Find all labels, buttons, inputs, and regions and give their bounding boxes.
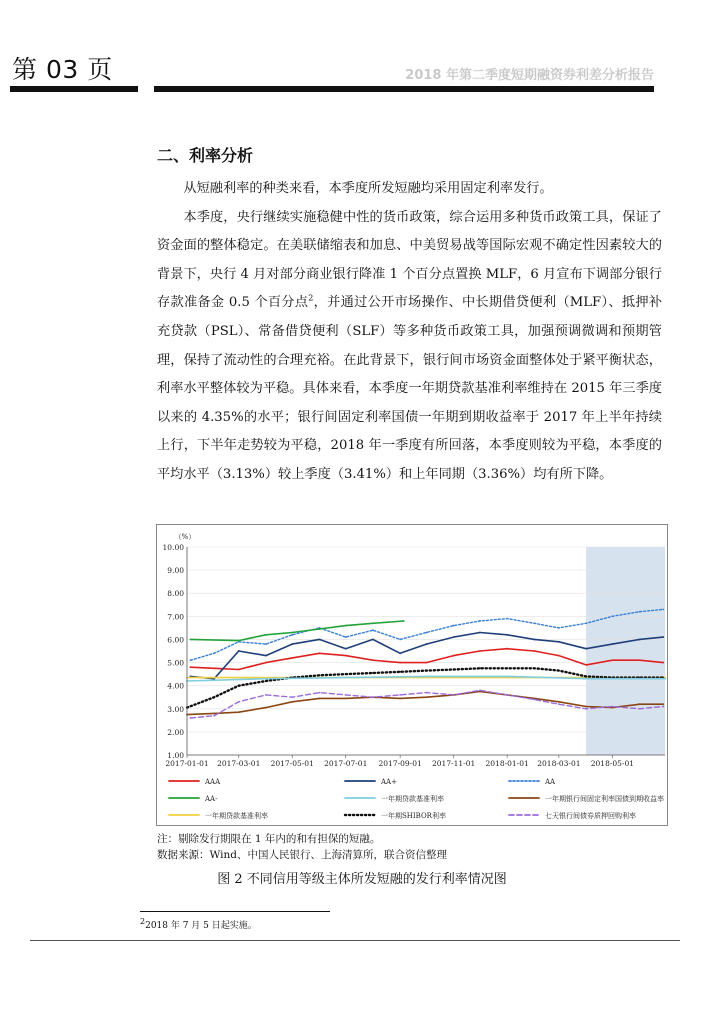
x-tick-label: 2018-01-01	[485, 759, 529, 768]
data-point	[426, 662, 428, 664]
data-point	[238, 711, 240, 713]
data-point	[506, 676, 508, 678]
data-point	[662, 706, 664, 708]
data-point	[558, 703, 560, 705]
data-point	[345, 655, 347, 657]
data-point	[662, 609, 664, 611]
data-point	[639, 639, 641, 641]
data-point	[345, 697, 347, 699]
data-point	[662, 662, 664, 664]
footnote-rule	[140, 911, 330, 912]
data-point	[399, 652, 401, 654]
data-point	[399, 662, 401, 664]
data-point	[399, 697, 401, 699]
data-point	[190, 666, 192, 668]
data-point	[585, 622, 587, 624]
y-tick-label: 4.00	[167, 681, 184, 691]
x-tick-label: 2017-01-01	[165, 759, 209, 768]
data-point	[190, 659, 192, 661]
data-point	[639, 703, 641, 705]
data-point	[265, 643, 267, 645]
data-point	[611, 659, 613, 661]
paragraph-part: ，并通过公开市场操作、中长期借贷便利（MLF）、抵押补充贷款（PSL）、常备借贷便利（SLF）等多种货币政策工具，加强预调微调和预期管理，保持了流动性的合理充裕。在此背景下，银行间市场资金面整体处于紧平衡状态，利率水平整体较为平稳。具体来看，本季度一年期贷款基准利率维持在 2015 年三季度以来的 4.35%的水平；银行间固定利率国债一年期到期收益率于 2017 年上半年持续上行，下半年走势较为平稳，2018 年一季度有所回落，本季度则较为平稳，本季度的平均水平（3.13%）较上季度（3.41%）和上年同期（3.36%）均有所下降。	[157, 295, 663, 482]
x-tick-label: 2017-03-01	[217, 759, 261, 768]
data-point	[291, 634, 293, 636]
data-point	[506, 634, 508, 636]
data-point	[585, 664, 587, 666]
data-point	[291, 643, 293, 645]
chart-container	[156, 524, 668, 826]
footnote-text: 2018 年 7 月 5 日起实施。	[145, 921, 257, 931]
data-point	[426, 692, 428, 694]
data-point	[585, 706, 587, 708]
paragraph-part: 本季度，央行继续实施稳健中性的货币政策，综合运用多种货币政策工具，保证了资金面的整体稳定。在美联储缩表和加息、中美贸易战等国际宏观不确定性因素较大的背景下，央行 4 月对部分商业银行降准 1 个百分点置换 MLF，6 月宣布下调部分银行存款准备金 0.5 个百分点	[157, 209, 662, 311]
legend-label: 一年期SHIBOR利率	[381, 812, 446, 820]
data-point	[533, 622, 535, 624]
data-point	[639, 708, 641, 710]
data-point	[238, 701, 240, 703]
data-point	[238, 685, 240, 687]
data-point	[238, 640, 240, 642]
data-point	[453, 655, 455, 657]
y-tick-label: 9.00	[167, 566, 184, 576]
data-point	[372, 622, 374, 624]
legend-label: AAA	[205, 778, 221, 786]
y-tick-label: 10.00	[162, 543, 184, 552]
legend-label: 一年期银行间固定利率国债到期收益率	[545, 795, 664, 803]
data-point	[453, 669, 455, 671]
data-point	[265, 655, 267, 657]
data-point	[611, 643, 613, 645]
data-point	[372, 659, 374, 661]
rate-line-chart	[157, 525, 667, 825]
data-point	[213, 715, 215, 717]
data-point	[213, 713, 215, 715]
header-rule-right	[154, 86, 654, 92]
data-point	[372, 696, 374, 698]
y-tick-label: 7.00	[167, 612, 184, 622]
data-point	[319, 639, 321, 641]
data-point	[291, 632, 293, 634]
data-point	[426, 676, 428, 678]
header-report-title: 2018 年第二季度短期融资券利差分析报告	[405, 68, 654, 83]
data-point	[558, 701, 560, 703]
data-point	[479, 689, 481, 691]
x-tick-label: 2018-03-01	[537, 759, 581, 768]
data-point	[213, 696, 215, 698]
x-tick-label: 2017-09-01	[378, 759, 422, 768]
data-point	[611, 615, 613, 617]
section-title: 二、利率分析	[157, 146, 254, 165]
data-point	[319, 692, 321, 694]
data-point	[319, 628, 321, 630]
paragraph	[157, 204, 662, 490]
y-axis-label: （%）	[174, 533, 196, 541]
header-rule-left	[10, 86, 138, 92]
data-point	[426, 643, 428, 645]
data-point	[558, 627, 560, 629]
data-point	[639, 659, 641, 661]
data-point	[426, 632, 428, 634]
data-point	[345, 677, 347, 679]
chart-source: 数据来源：Wind、中国人民银行、上海清算所，联合资信整理	[157, 849, 447, 861]
data-point	[265, 680, 267, 682]
data-point	[506, 648, 508, 650]
data-point	[265, 634, 267, 636]
data-point	[479, 667, 481, 669]
data-point	[265, 694, 267, 696]
x-tick-label: 2017-11-01	[432, 759, 476, 768]
data-point	[345, 625, 347, 627]
data-point	[265, 707, 267, 709]
data-point	[506, 618, 508, 620]
data-point	[611, 706, 613, 708]
paragraph: 从短融利率的种类来看，本季度所发短融均采用固定利率发行。	[183, 181, 553, 196]
figure-caption: 图 2 不同信用等级主体所发短融的发行利率情况图	[217, 872, 507, 887]
data-point	[238, 669, 240, 671]
y-tick-label: 8.00	[167, 589, 184, 599]
legend-label: AA	[545, 778, 556, 786]
x-tick-label: 2018-05-01	[590, 759, 635, 768]
data-point	[345, 694, 347, 696]
data-point	[291, 657, 293, 659]
data-point	[558, 670, 560, 672]
data-point	[453, 694, 455, 696]
legend-label: 七天银行间债券质押回购利率	[545, 812, 636, 820]
footnote-number: 2	[140, 917, 146, 926]
data-point	[426, 696, 428, 698]
data-point	[479, 632, 481, 634]
legend-label: 一年期贷款基准利率	[205, 812, 268, 820]
data-point	[345, 636, 347, 638]
data-point	[558, 641, 560, 643]
data-point	[345, 673, 347, 675]
data-point	[453, 636, 455, 638]
data-point	[213, 652, 215, 654]
data-point	[453, 625, 455, 627]
data-point	[238, 650, 240, 652]
data-point	[190, 639, 192, 641]
data-point	[585, 678, 587, 680]
data-point	[585, 708, 587, 710]
data-point	[533, 699, 535, 701]
chart-note: 注：剔除发行期限在 1 年内的和有担保的短融。	[157, 833, 381, 845]
data-point	[319, 674, 321, 676]
y-tick-label: 2.00	[167, 727, 184, 737]
footnote	[140, 918, 257, 931]
legend-label: 一年期贷款基准利率	[381, 795, 444, 803]
y-tick-label: 5.00	[167, 658, 184, 668]
data-point	[639, 611, 641, 613]
data-point	[399, 639, 401, 641]
data-point	[533, 650, 535, 652]
bottom-rule	[30, 940, 680, 941]
data-point	[664, 678, 666, 680]
data-point	[265, 678, 267, 680]
data-point	[533, 667, 535, 669]
data-point	[372, 629, 374, 631]
x-tick-label: 2017-07-01	[324, 759, 368, 768]
data-point	[265, 662, 267, 664]
y-tick-label: 6.00	[167, 635, 184, 645]
body-text	[157, 175, 662, 490]
data-point	[662, 703, 664, 705]
data-point	[213, 667, 215, 669]
page-number: 第 03 页	[12, 55, 113, 84]
data-point	[533, 639, 535, 641]
data-point	[585, 648, 587, 650]
data-point	[479, 620, 481, 622]
data-point	[291, 696, 293, 698]
data-point	[399, 671, 401, 673]
y-tick-label: 3.00	[167, 704, 184, 714]
data-point	[403, 620, 405, 622]
footnote-ref[interactable]: 2	[308, 293, 314, 303]
data-point	[291, 701, 293, 703]
data-point	[372, 672, 374, 674]
data-point	[372, 639, 374, 641]
x-tick-label: 2017-05-01	[270, 759, 314, 768]
data-point	[506, 667, 508, 669]
data-point	[345, 648, 347, 650]
data-point	[479, 650, 481, 652]
data-point	[662, 636, 664, 638]
legend-label: AA-	[205, 795, 218, 803]
highlight-band	[586, 547, 665, 755]
data-point	[319, 697, 321, 699]
y-tick-label: 1.00	[167, 751, 184, 760]
data-point	[506, 694, 508, 696]
data-point	[399, 694, 401, 696]
data-point	[426, 670, 428, 672]
legend-label: AA+	[381, 778, 397, 786]
data-point	[585, 676, 587, 678]
data-point	[190, 717, 192, 719]
data-point	[558, 655, 560, 657]
data-point	[319, 652, 321, 654]
